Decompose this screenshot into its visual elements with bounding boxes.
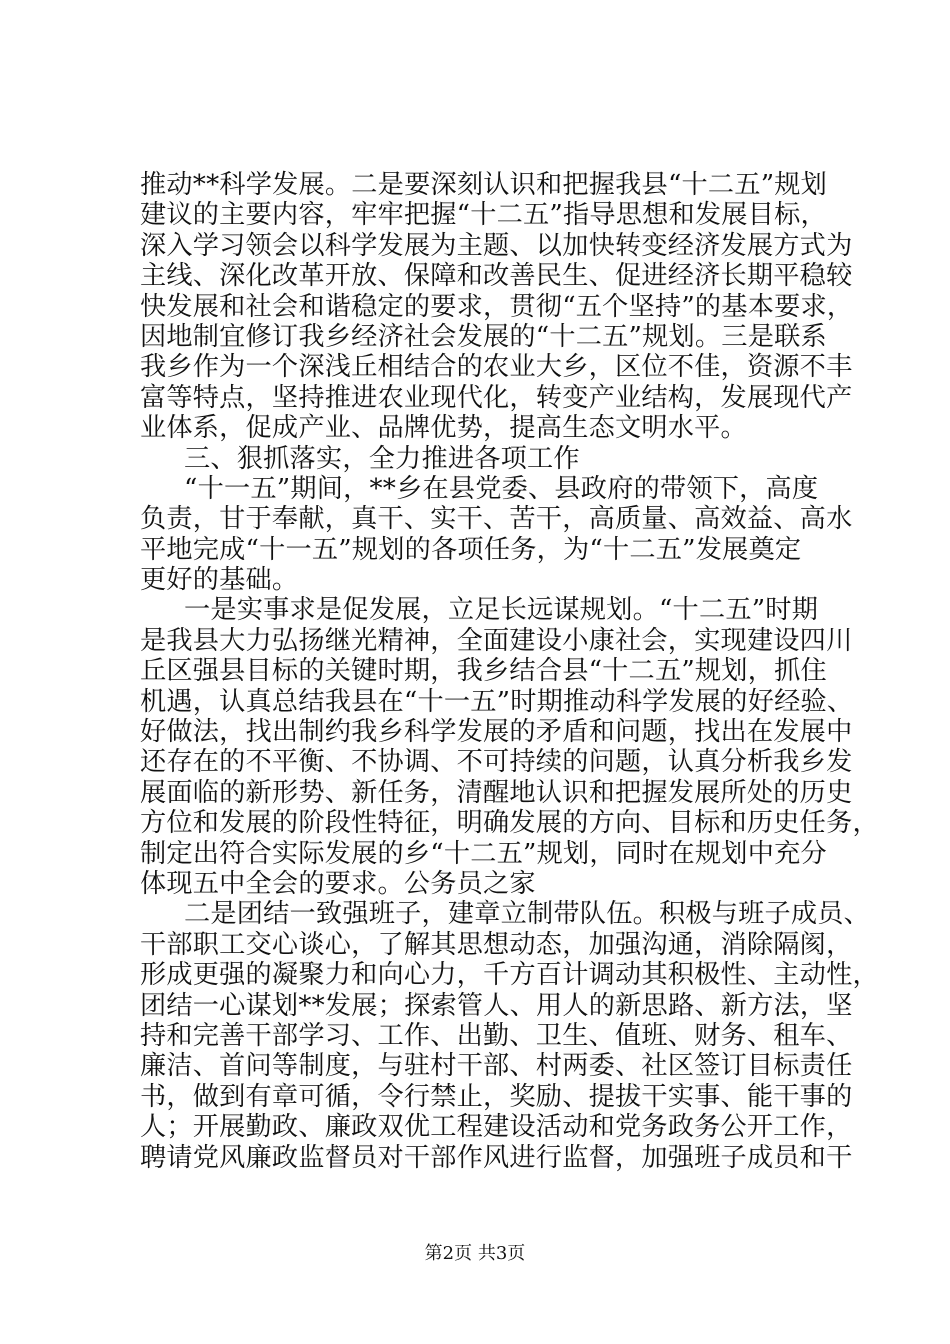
text-line: 因地制宜修订我乡经济社会发展的“十二五”规划。三是联系 — [140, 321, 827, 352]
section-heading: 三、狠抓落实，全力推进各项工作 — [184, 443, 580, 474]
text-line: 好做法，找出制约我乡科学发展的矛盾和问题，找出在发展中 — [140, 717, 853, 748]
text-line: 业体系，促成产业、品牌优势，提高生态文明水平。 — [140, 413, 747, 444]
text-line: 富等特点，坚持推进农业现代化，转变产业结构，发展现代产 — [140, 382, 853, 413]
text-line: 推动**科学发展。二是要深刻认识和把握我县“十二五”规划 — [140, 170, 828, 200]
paragraph-start-line: 一是实事求是促发展，立足长远谋规划。“十二五”时期 — [184, 595, 819, 626]
text-line: 体现五中全会的要求。公务员之家 — [140, 868, 536, 899]
text-line: 快发展和社会和谐稳定的要求，贯彻“五个坚持”的基本要求， — [140, 291, 854, 322]
text-line: 负责，甘于奉献，真干、实干、苦干，高质量、高效益、高水 — [140, 504, 853, 535]
text-line: 丘区强县目标的关键时期，我乡结合县“十二五”规划，抓住 — [140, 656, 827, 687]
text-line: 廉洁、首问等制度，与驻村干部、村两委、社区签订目标责任 — [140, 1051, 853, 1082]
text-line: 建议的主要内容，牢牢把握“十二五”指导思想和发展目标， — [140, 200, 827, 231]
text-line: 人；开展勤政、廉政双优工程建设活动和党务政务公开工作， — [140, 1112, 853, 1143]
text-line: 干部职工交心谈心，了解其思想动态，加强沟通，消除隔阂， — [140, 929, 853, 960]
text-line: 平地完成“十一五”规划的各项任务，为“十二五”发展奠定 — [140, 534, 802, 565]
text-line: 书，做到有章可循，令行禁止，奖励、提拔干实事、能干事的 — [140, 1081, 853, 1112]
text-line: 方位和发展的阶段性特征，明确发展的方向、目标和历史任务， — [140, 808, 879, 839]
text-line: 主线、深化改革开放、保障和改善民生、促进经济长期平稳较 — [140, 261, 853, 292]
paragraph-start-line: 二是团结一致强班子，建章立制带队伍。积极与班子成员、 — [184, 899, 871, 930]
text-line: 制定出符合实际发展的乡“十二五”规划，同时在规划中充分 — [140, 838, 827, 869]
text-line: 还存在的不平衡、不协调、不可持续的问题，认真分析我乡发 — [140, 747, 853, 778]
text-line: 展面临的新形势、新任务，清醒地认识和把握发展所处的历史 — [140, 777, 853, 808]
text-line: 更好的基础。 — [140, 565, 299, 596]
text-line: 机遇，认真总结我县在“十一五”时期推动科学发展的好经验、 — [140, 686, 854, 717]
text-line: 团结一心谋划**发展；探索管人、用人的新思路、新方法，坚 — [140, 990, 853, 1021]
text-line: 是我县大力弘扬继光精神，全面建设小康社会，实现建设四川 — [140, 625, 853, 656]
text-line: 形成更强的凝聚力和向心力，千方百计调动其积极性、主动性， — [140, 960, 879, 991]
document-body — [140, 170, 879, 1173]
text-line: 聘请党风廉政监督员对干部作风进行监督，加强班子成员和干 — [140, 1142, 853, 1173]
paragraph-start-line: “十一五”期间，**乡在县党委、县政府的带领下，高度 — [184, 473, 819, 504]
text-line: 深入学习领会以科学发展为主题、以加快转变经济发展方式为 — [140, 230, 853, 261]
text-line: 我乡作为一个深浅丘相结合的农业大乡，区位不佳，资源不丰 — [140, 352, 853, 383]
page-number-footer: 第2页 共3页 — [424, 1243, 526, 1264]
text-line: 持和完善干部学习、工作、出勤、卫生、值班、财务、租车、 — [140, 1020, 853, 1051]
